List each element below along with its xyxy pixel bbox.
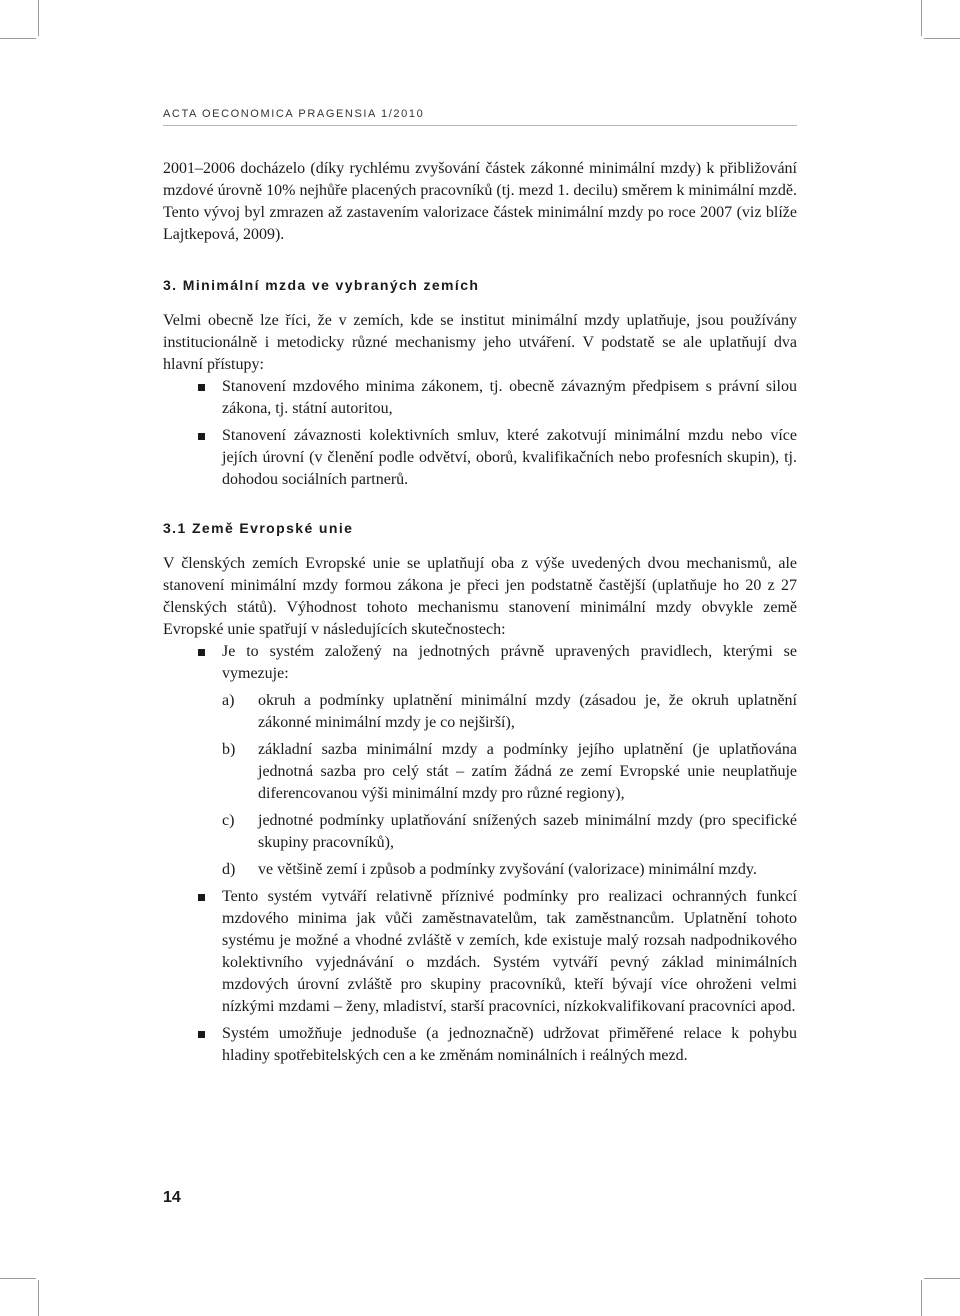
crop-mark-top-left (38, 0, 39, 36)
sub-list-item (222, 859, 797, 881)
sub-list-item (222, 810, 797, 854)
section-3-1-paragraph: V členských zemích Evropské unie se uplatňují oba z výše uvedených dvou mechanismů, ale stanovení minimální mzdy formou zákona je přeci jen podstatně častější (uplatňuje ho 20 z 27 členských států). Výhodnost tohoto mechanismu stanovení minimální mzdy obvykle země Evropské unie spatřují v následujících skutečnostech: (163, 555, 797, 638)
header-rule (163, 125, 797, 126)
section-3-heading: 3. Minimální mzda ve vybraných zemích (163, 277, 480, 293)
square-bullet-icon (198, 433, 205, 440)
section-3-paragraph: Velmi obecně lze říci, že v zemích, kde se institut minimální mzdy uplatňuje, jsou používány institucionálně i metodicky různé mechanismy jeho utváření. V podstatě se ale uplatňují dva hlavní přístupy: (163, 312, 797, 373)
sub-list-text: základní sazba minimální mzdy a podmínky jejího uplatnění (je uplatňována jednotná sazba pro celý stát – zatím žádná ze zemí Evropské unie neuplatňuje diferencovanou výši minimální mzdy pro různé regiony), (258, 741, 797, 802)
sub-list (222, 690, 797, 881)
sub-list-marker: c) (222, 812, 235, 829)
list-item (163, 376, 797, 420)
section-3-bullet-list (163, 376, 797, 491)
crop-mark-bottom-left (38, 1280, 39, 1316)
list-item-text: Je to systém založený na jednotných právně upravených pravidlech, kterými se vymezuje: (222, 643, 797, 682)
running-header: ACTA OECONOMICA PRAGENSIA 1/2010 (163, 108, 425, 120)
crop-mark-top-left-h (0, 38, 36, 39)
page-content (163, 158, 797, 1067)
crop-mark-bottom-right-h (924, 1278, 960, 1279)
section-3-1-heading: 3.1 Země Evropské unie (163, 520, 354, 536)
sub-list-marker: b) (222, 741, 236, 758)
list-item-text: Tento systém vytváří relativně příznivé podmínky pro realizaci ochranných funkcí mzdového minima jak vůči zaměstnavatelům, tak zaměstnancům. Uplatnění tohoto systému je možné a vhodné zvláště v zemích, kde existuje malý rozsah nadpodnikového kolektivního vyjednávání o mzdách. Systém vytváří pevný základ minimálních mzdových úrovní zvláště pro skupiny pracovníků, kteří bývají více ohroženi velmi nízkými mzdami – ženy, mladiství, starší pracovníci, nízkokvalifikovaní pracovníci apod. (222, 888, 797, 1015)
list-item-text: Systém umožňuje jednoduše (a jednoznačně) udržovat přiměřené relace k pohybu hladiny spotřebitelských cen a ke změnám nominálních i reálných mezd. (222, 1025, 797, 1064)
list-item (163, 641, 797, 881)
square-bullet-icon (198, 649, 205, 656)
sub-list-item (222, 690, 797, 734)
crop-mark-top-right (921, 0, 922, 36)
sub-list-marker: d) (222, 861, 236, 878)
intro-paragraph: 2001–2006 docházelo (díky rychlému zvyšování částek zákonné minimální mzdy) k přibližování mzdové úrovně 10% nejhůře placených pracovníků (tj. mezd 1. decilu) směrem k minimální mzdě. Tento vývoj byl zmrazen až zastavením valorizace částek minimální mzdy po roce 2007 (viz blíže Lajtkepová, 2009). (163, 160, 797, 243)
list-item (163, 886, 797, 1018)
list-item (163, 425, 797, 491)
section-3-1-bullet-list (163, 641, 797, 1067)
sub-list-text: ve většině zemí i způsob a podmínky zvyšování (valorizace) minimální mzdy. (258, 861, 757, 878)
crop-mark-top-right-h (924, 38, 960, 39)
square-bullet-icon (198, 894, 205, 901)
crop-mark-bottom-left-h (0, 1278, 36, 1279)
page-number: 14 (163, 1189, 181, 1206)
sub-list-item (222, 739, 797, 805)
square-bullet-icon (198, 1031, 205, 1038)
sub-list-text: jednotné podmínky uplatňování snížených sazeb minimální mzdy (pro specifické skupiny pracovníků), (258, 812, 797, 851)
list-item-text: Stanovení závaznosti kolektivních smluv, které zakotvují minimální mzdu nebo více jejích úrovní (v členění podle odvětví, oborů, kvalifikačních nebo profesních skupin), tj. dohodou sociálních partnerů. (222, 427, 797, 488)
sub-list-text: okruh a podmínky uplatnění minimální mzdy (zásadou je, že okruh uplatnění zákonné minimální mzdy je co nejširší), (258, 692, 797, 731)
crop-mark-bottom-right (921, 1280, 922, 1316)
square-bullet-icon (198, 384, 205, 391)
list-item-text: Stanovení mzdového minima zákonem, tj. obecně závazným předpisem s právní silou zákona, tj. státní autoritou, (222, 378, 797, 417)
sub-list-marker: a) (222, 692, 235, 709)
list-item (163, 1023, 797, 1067)
